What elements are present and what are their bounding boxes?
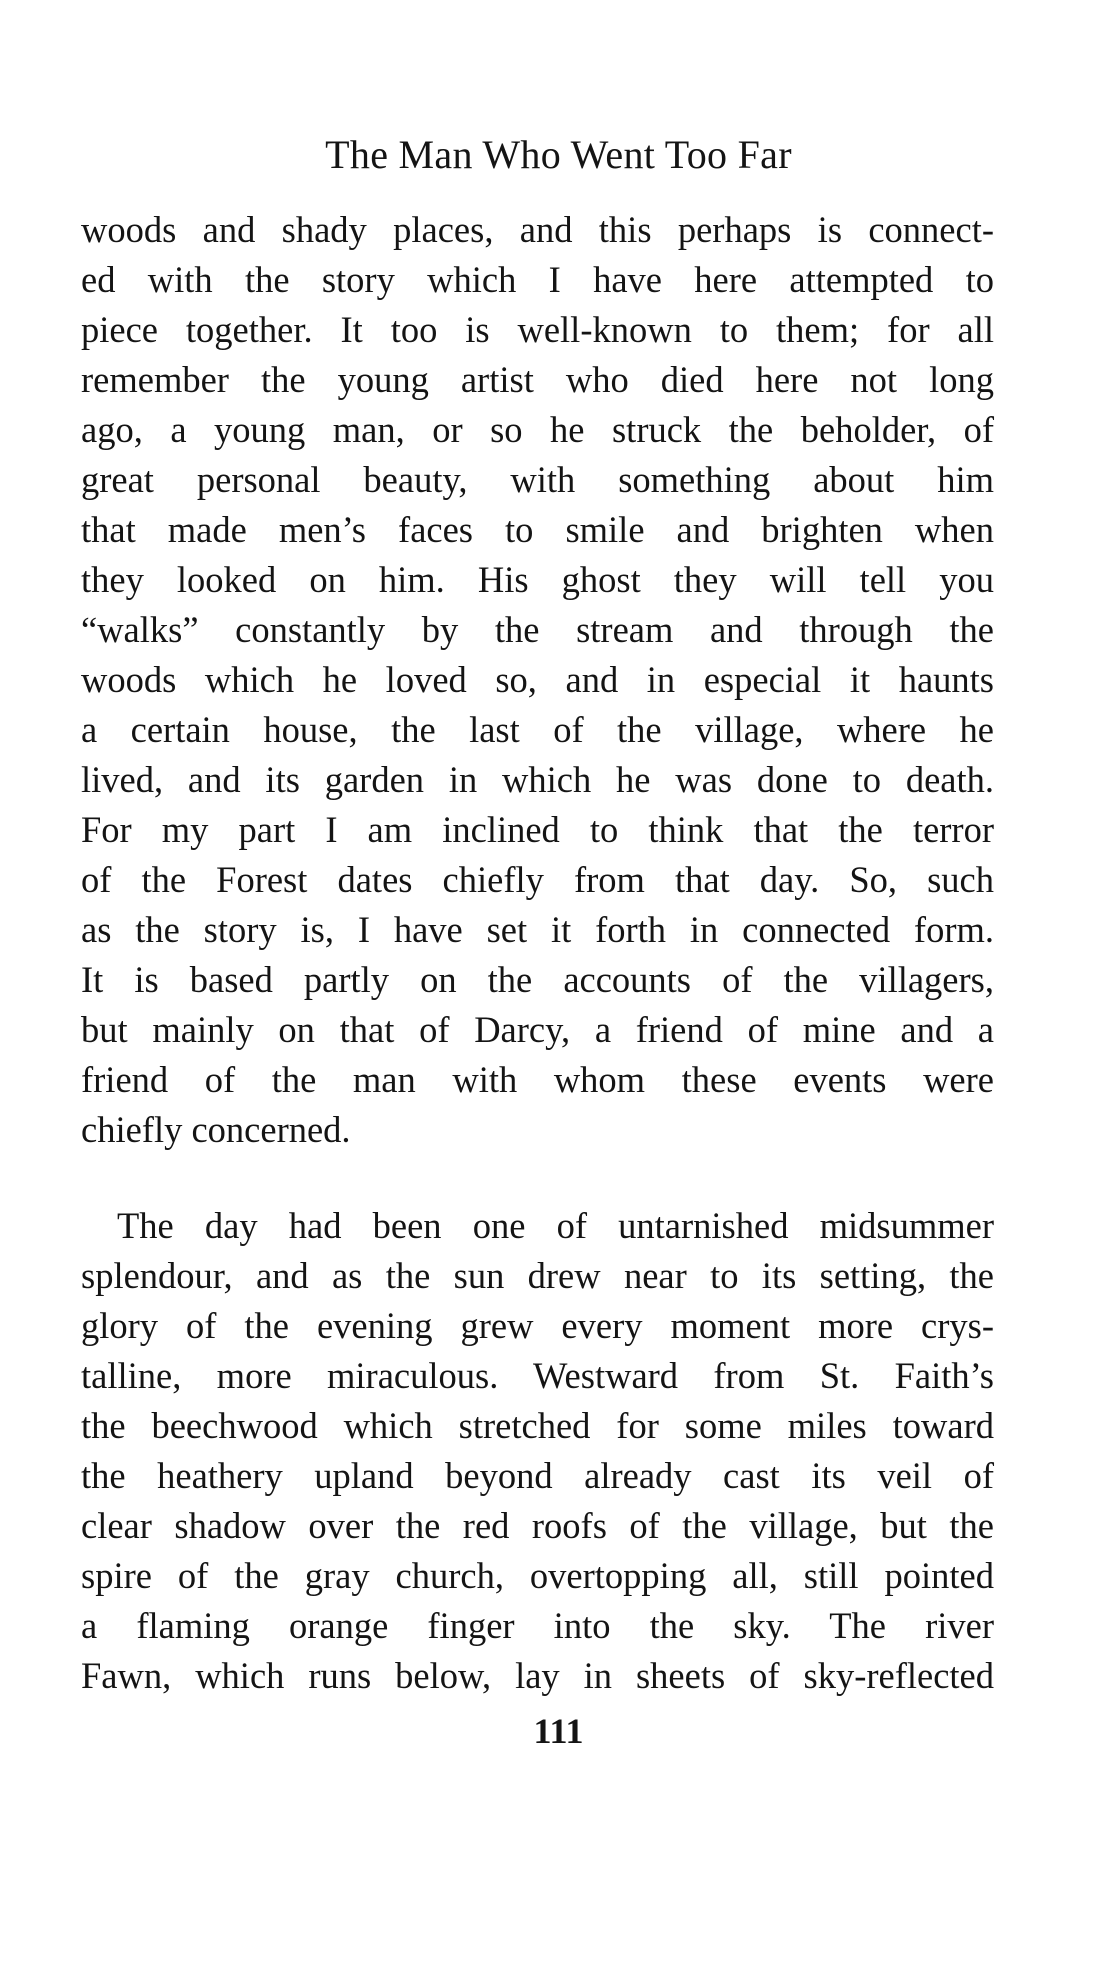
text-line: spire of the gray church, overtopping all, still pointed [81,1555,994,1596]
text-line: For my part I am inclined to think that the terror [81,809,994,850]
text-line: piece together. It too is well-known to them; for all [81,309,994,350]
text-line: woods and shady places, and this perhaps is connect- [81,209,994,250]
text-line: ago, a young man, or so he struck the beholder, of [81,409,994,450]
text-line: clear shadow over the red roofs of the village, but the [81,1505,994,1546]
text-line: great personal beauty, with something about him [81,459,994,500]
text-line: as the story is, I have set it forth in connected form. [81,909,994,950]
text-line: The day had been one of untarnished midsummer [117,1205,994,1246]
text-line: remember the young artist who died here not long [81,359,994,400]
paragraph-2 [81,1201,994,1701]
text-line: a flaming orange finger into the sky. The river [81,1605,994,1646]
page-number: 111 [533,1711,584,1751]
text-line: friend of the man with whom these events were [81,1059,994,1100]
text-line: splendour, and as the sun drew near to its setting, the [81,1255,994,1296]
text-line: the beechwood which stretched for some miles toward [81,1405,994,1446]
text-line: lived, and its garden in which he was done to death. [81,759,994,800]
text-line: It is based partly on the accounts of the villagers, [81,959,994,1000]
text-line: ed with the story which I have here attempted to [81,259,994,300]
text-line: that made men’s faces to smile and brighten when [81,509,994,550]
text-line: of the Forest dates chiefly from that day. So, such [81,859,994,900]
text-line: a certain house, the last of the village, where he [81,709,994,750]
text-line: the heathery upland beyond already cast its veil of [81,1455,994,1496]
paragraph-1 [81,205,994,1155]
text-line: chiefly concerned. [81,1109,351,1150]
text-line: they looked on him. His ghost they will tell you [81,559,994,600]
text-line: glory of the evening grew every moment more crys- [81,1305,994,1346]
text-line: talline, more miraculous. Westward from St. Faith’s [81,1355,994,1396]
text-line: but mainly on that of Darcy, a friend of mine and a [81,1009,994,1050]
text-line: woods which he loved so, and in especial it haunts [81,659,994,700]
running-head: The Man Who Went Too Far [325,132,792,177]
text-line: “walks” constantly by the stream and through the [81,609,994,650]
text-line: Fawn, which runs below, lay in sheets of sky-reflected [81,1655,994,1696]
